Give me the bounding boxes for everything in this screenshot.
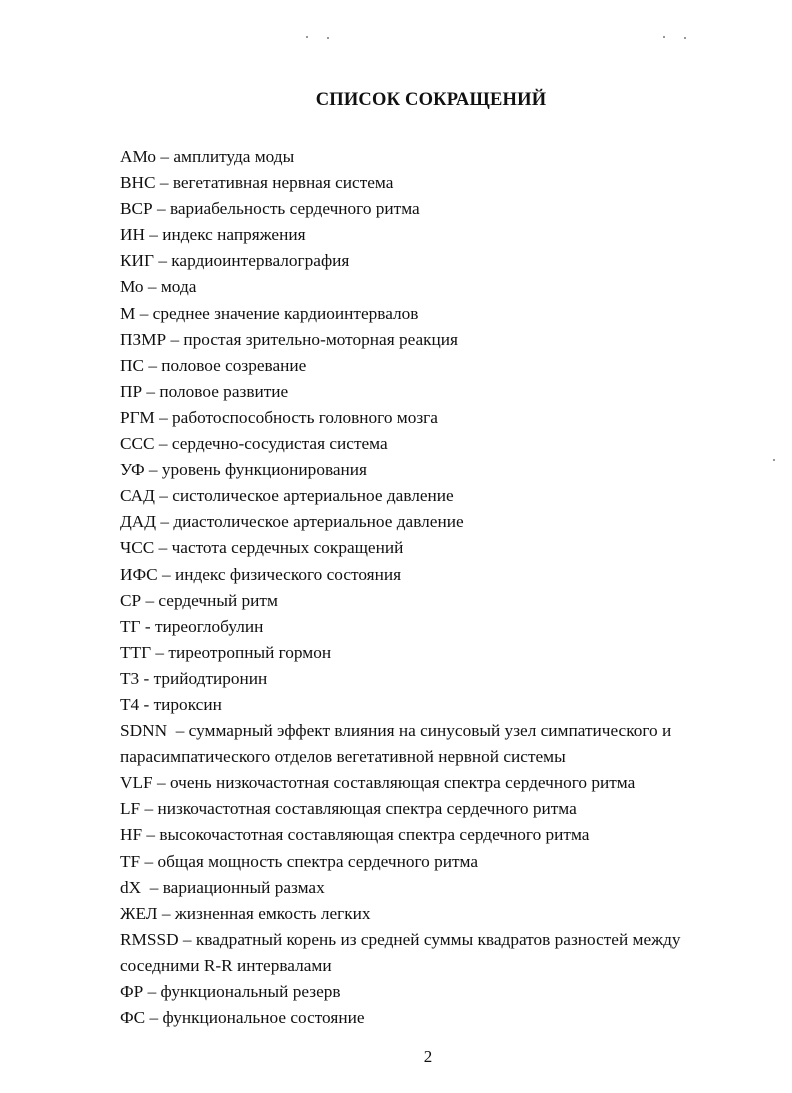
abbreviation-entry	[120, 666, 750, 692]
abbreviation-entry	[120, 144, 750, 170]
abbreviation-separator: –	[167, 721, 189, 741]
abbreviation-entry	[120, 562, 750, 588]
abbreviation-term: Т3	[120, 668, 140, 688]
abbreviation-separator: -	[139, 668, 154, 688]
abbreviation-entry	[120, 405, 750, 431]
abbreviation-term: УФ	[120, 460, 145, 480]
abbreviation-entry	[120, 770, 750, 796]
abbreviation-term: ЧСС	[120, 538, 155, 558]
abbreviation-separator: –	[141, 590, 159, 610]
abbreviation-definition: тироксин	[153, 694, 222, 714]
scan-speck	[684, 37, 686, 39]
abbreviation-term: САД	[120, 486, 155, 506]
abbreviation-definition: тиреотропный гормон	[168, 642, 332, 662]
abbreviation-term: М	[120, 303, 136, 323]
abbreviation-term: АМо	[120, 147, 157, 166]
abbreviation-term: ПЗМР	[120, 329, 167, 349]
abbreviation-separator: –	[144, 460, 162, 480]
abbreviation-definition: среднее значение кардиоинтервалов	[152, 303, 419, 323]
abbreviation-definition: вегетативная нервная система	[172, 173, 394, 193]
abbreviation-term: ФР	[120, 982, 144, 1001]
abbreviation-separator: –	[142, 381, 160, 401]
abbreviation-definition: низкочастотная составляющая спектра сердечного ритма	[157, 799, 577, 819]
abbreviation-definition: диастолическое артериальное давление	[173, 512, 464, 532]
abbreviation-term: ССС	[120, 434, 155, 454]
abbreviation-entry	[120, 979, 750, 1005]
abbreviation-list	[120, 144, 750, 1031]
abbreviation-separator: –	[154, 434, 172, 454]
abbreviation-definition: функциональное состояние	[162, 1008, 365, 1028]
abbreviation-term: ВСР	[120, 199, 153, 219]
abbreviation-term: РГМ	[120, 407, 155, 427]
abbreviation-separator: –	[142, 825, 160, 845]
abbreviation-entry	[120, 196, 750, 222]
abbreviation-separator: –	[178, 929, 196, 949]
abbreviation-separator: –	[144, 355, 162, 375]
abbreviation-entry	[120, 327, 750, 353]
abbreviation-definition: вариационный размах	[162, 877, 325, 897]
abbreviation-definition: амплитуда моды	[173, 147, 295, 166]
abbreviation-definition: половое развитие	[159, 381, 289, 401]
abbreviation-term: ТГ	[120, 616, 141, 636]
abbreviation-term: Мо	[120, 277, 144, 297]
abbreviation-entry	[120, 718, 750, 770]
abbreviation-term: ФС	[120, 1008, 146, 1028]
abbreviation-term: dX	[120, 877, 142, 897]
abbreviation-definition: кардиоинтервалография	[171, 251, 350, 271]
abbreviation-term: Т4	[120, 694, 140, 714]
abbreviation-separator: –	[166, 329, 184, 349]
abbreviation-term: LF	[120, 799, 141, 819]
abbreviation-separator: –	[135, 303, 153, 323]
abbreviation-definition: общая мощность спектра сердечного ритма	[157, 851, 479, 871]
scan-speck	[663, 36, 665, 38]
abbreviation-entry	[120, 222, 750, 248]
abbreviation-entry	[120, 274, 750, 300]
abbreviation-term: ЖЕЛ	[120, 903, 158, 923]
abbreviation-entry	[120, 614, 750, 640]
abbreviation-separator: –	[154, 407, 173, 427]
abbreviation-definition: индекс напряжения	[162, 225, 306, 245]
abbreviation-entry	[120, 457, 750, 483]
abbreviation-definition: вариабельность сердечного ритма	[169, 199, 420, 219]
abbreviation-term: ИФС	[120, 564, 158, 584]
abbreviation-separator: –	[143, 982, 161, 1001]
scan-speck	[773, 459, 775, 461]
abbreviation-term: RMSSD	[120, 929, 179, 949]
abbreviation-separator: –	[157, 903, 175, 923]
abbreviation-entry	[120, 692, 750, 718]
abbreviation-entry	[120, 640, 750, 666]
abbreviation-entry	[120, 535, 750, 561]
abbreviation-entry	[120, 1005, 750, 1031]
abbreviation-separator: –	[140, 799, 158, 819]
abbreviation-term: ВНС	[120, 173, 156, 193]
abbreviation-entry	[120, 353, 750, 379]
abbreviation-separator: –	[154, 538, 172, 558]
abbreviation-entry	[120, 431, 750, 457]
abbreviation-separator: –	[151, 642, 169, 662]
abbreviation-entry	[120, 796, 750, 822]
abbreviation-definition: функциональный резерв	[160, 982, 341, 1001]
abbreviation-entry	[120, 901, 750, 927]
abbreviation-term: ДАД	[120, 512, 157, 532]
abbreviation-term: ПР	[120, 381, 143, 401]
abbreviation-term: КИГ	[120, 251, 154, 271]
abbreviation-definition: тиреоглобулин	[154, 616, 264, 636]
abbreviation-definition: жизненная емкость легких	[174, 903, 371, 923]
abbreviation-entry	[120, 509, 750, 535]
abbreviation-definition: сердечно-сосудистая система	[171, 434, 388, 454]
abbreviation-separator: –	[156, 512, 174, 532]
scan-speck	[306, 36, 308, 38]
abbreviation-entry	[120, 927, 750, 979]
abbreviation-definition: систолическое артериальное давление	[172, 486, 454, 506]
abbreviation-entry	[120, 248, 750, 274]
abbreviation-separator: –	[156, 147, 174, 166]
abbreviation-separator: –	[157, 564, 175, 584]
abbreviation-separator: –	[144, 225, 163, 245]
abbreviation-definition: сердечный ритм	[158, 590, 278, 610]
abbreviation-separator: -	[140, 616, 155, 636]
abbreviation-entry	[120, 483, 750, 509]
abbreviation-entry	[120, 588, 750, 614]
abbreviation-entry	[120, 379, 750, 405]
page-number: 2	[423, 1047, 433, 1066]
abbreviation-entry	[120, 301, 750, 327]
abbreviation-separator: –	[154, 251, 172, 271]
abbreviation-definition: простая зрительно-моторная реакция	[183, 329, 458, 349]
abbreviation-definition: трийодтиронин	[153, 668, 268, 688]
abbreviation-entry	[120, 170, 750, 196]
abbreviation-term: СР	[120, 590, 142, 610]
abbreviation-definition: частота сердечных сокращений	[171, 538, 404, 558]
abbreviation-entry	[120, 849, 750, 875]
abbreviation-definition: квадратный корень из средней суммы квадратов разностей между соседними R-R интервалами	[120, 929, 681, 975]
abbreviation-separator: –	[155, 173, 173, 193]
abbreviation-term: ПС	[120, 355, 145, 375]
abbreviation-definition: очень низкочастотная составляющая спектра сердечного ритма	[169, 773, 636, 793]
abbreviation-entry	[120, 822, 750, 848]
abbreviation-separator: –	[154, 486, 173, 506]
abbreviation-entry	[120, 875, 750, 901]
abbreviation-separator: –	[140, 851, 158, 871]
abbreviation-term: ТТГ	[120, 642, 152, 662]
abbreviation-definition: уровень функционирования	[161, 460, 368, 480]
abbreviation-term: TF	[120, 851, 141, 871]
page-title: СПИСОК СОКРАЩЕНИЙ	[315, 90, 547, 110]
abbreviation-term: ИН	[120, 225, 145, 245]
scan-speck	[327, 37, 329, 39]
abbreviation-term: SDNN	[120, 721, 168, 741]
abbreviation-separator: –	[152, 199, 170, 219]
abbreviation-separator: -	[139, 694, 154, 714]
abbreviation-separator: –	[143, 277, 161, 297]
abbreviation-term: VLF	[120, 773, 153, 793]
abbreviation-definition: мода	[160, 277, 197, 297]
abbreviation-definition: индекс физического состояния	[174, 564, 402, 584]
abbreviation-separator: –	[145, 1008, 163, 1028]
abbreviation-definition: половое созревание	[161, 355, 307, 375]
abbreviation-separator: –	[152, 773, 170, 793]
abbreviation-term: HF	[120, 825, 143, 845]
abbreviation-separator: –	[141, 877, 163, 897]
abbreviation-definition: высокочастотная составляющая спектра сердечного ритма	[159, 825, 590, 845]
abbreviation-definition: работоспособность головного мозга	[172, 407, 438, 427]
abbreviation-definition: суммарный эффект влияния на синусовый узел симпатического и парасимпатического отделов вегетативной нервной системы	[120, 721, 672, 767]
